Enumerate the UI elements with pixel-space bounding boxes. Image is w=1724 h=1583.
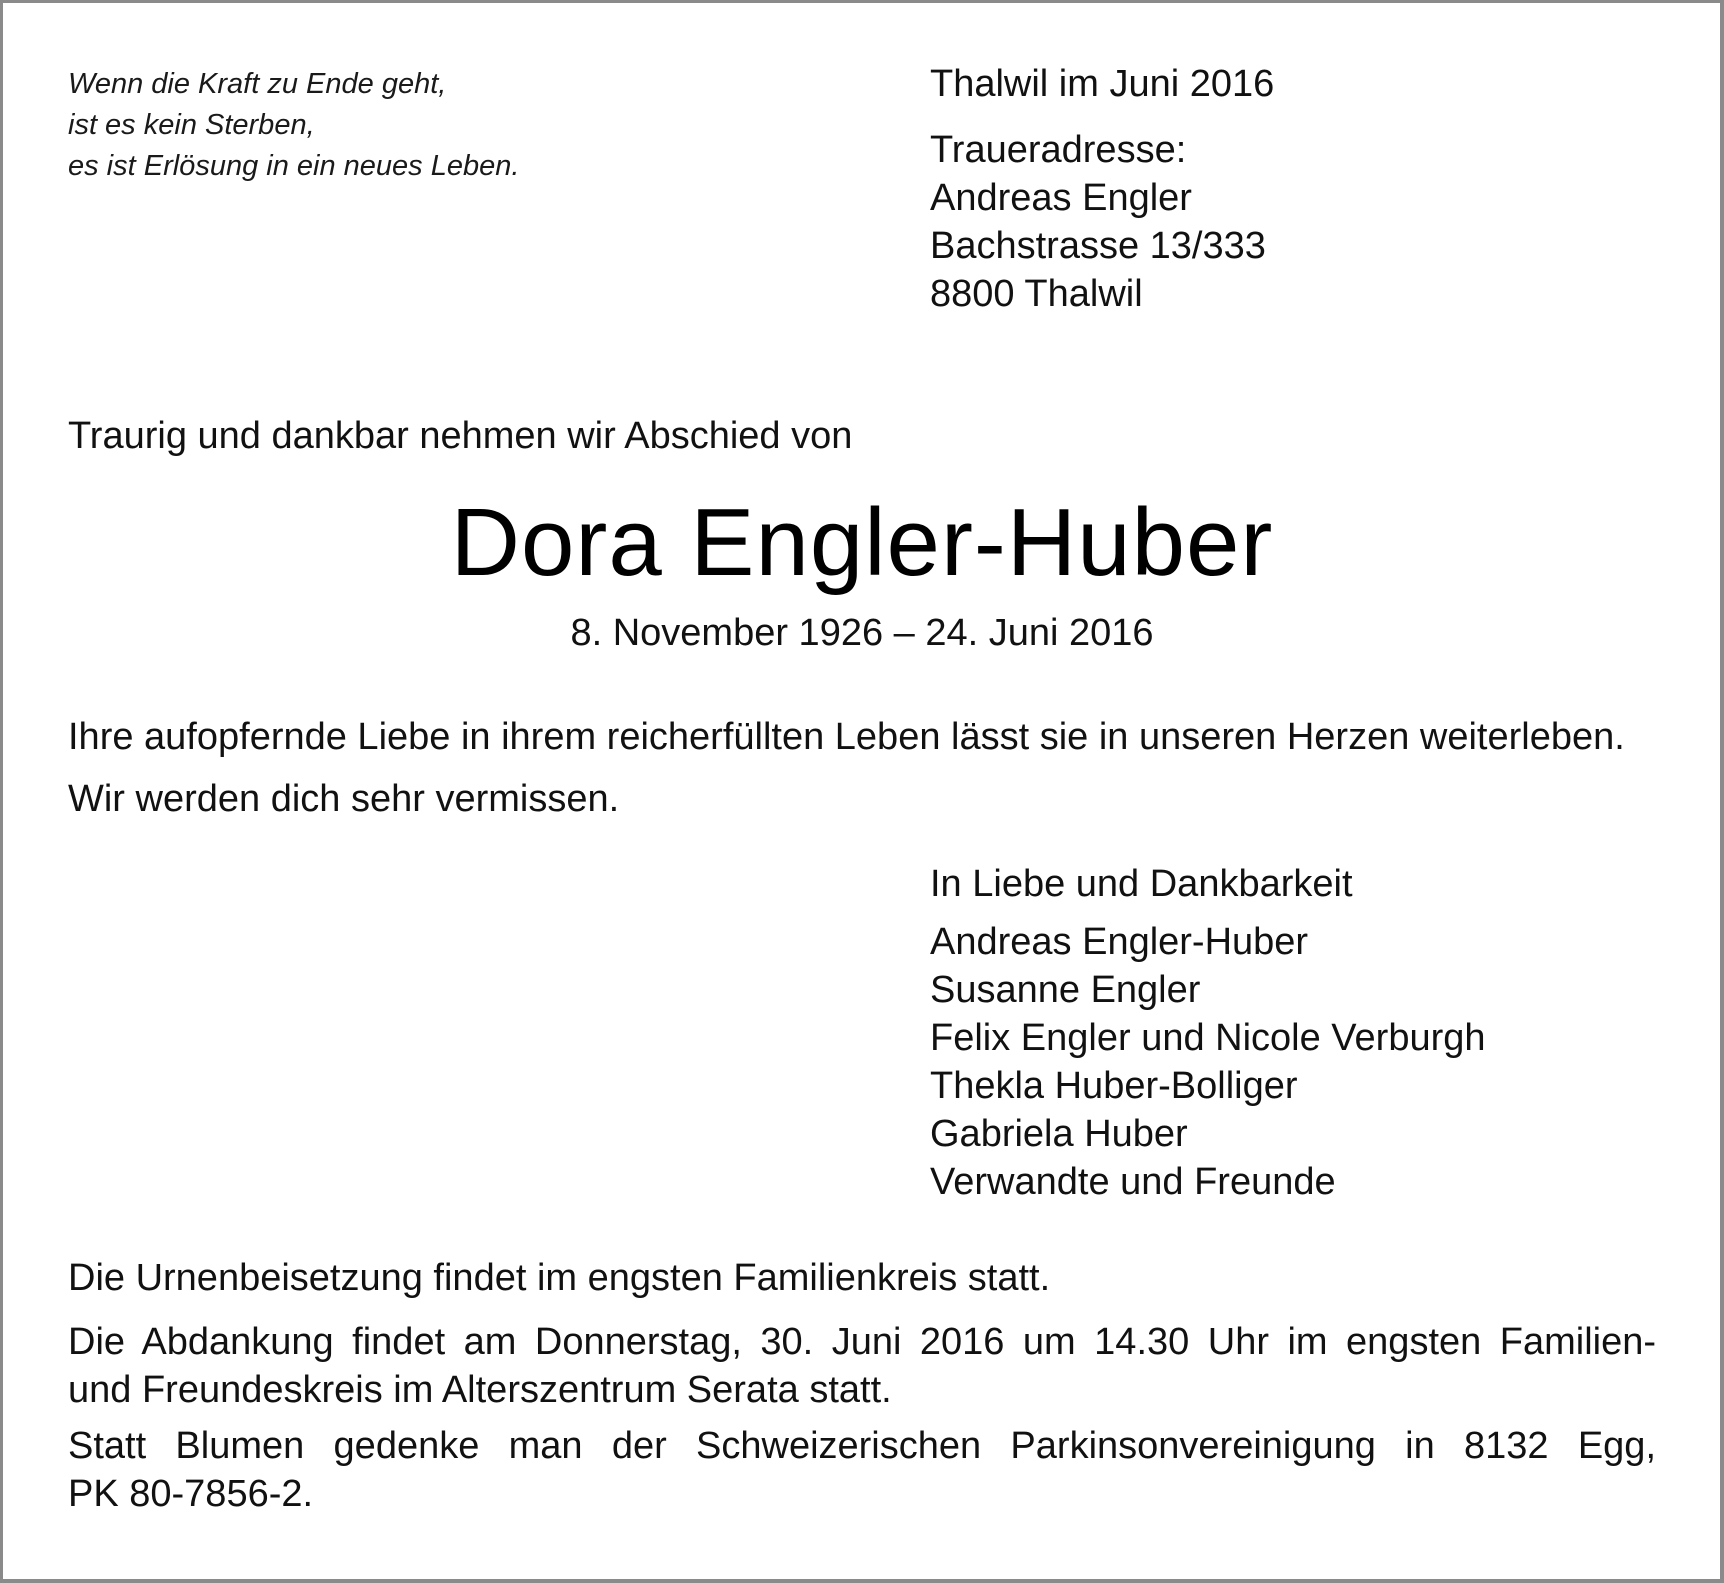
ceremony-line: und Freundeskreis im Alterszentrum Serata statt. [68, 1369, 892, 1411]
quote-line: Wenn die Kraft zu Ende geht, [68, 68, 447, 100]
ceremony-notice [68, 1318, 1656, 1414]
tribute-text [68, 706, 1625, 830]
donation-line: Statt Blumen gedenke man der Schweizerischen Parkinsonvereinigung in 8132 Egg, [68, 1425, 1656, 1467]
signer-name: Andreas Engler-Huber [930, 921, 1309, 963]
mourning-address [930, 126, 1266, 318]
place-date: Thalwil im Juni 2016 [930, 63, 1275, 105]
address-line: 8800 Thalwil [930, 273, 1143, 315]
farewell-intro: Traurig und dankbar nehmen wir Abschied von [68, 415, 853, 457]
signer-name: Susanne Engler [930, 969, 1201, 1011]
address-line: Bachstrasse 13/333 [930, 225, 1266, 267]
signer-name: Verwandte und Freunde [930, 1161, 1336, 1203]
signer-name: Gabriela Huber [930, 1113, 1188, 1155]
quote-line: es ist Erlösung in ein neues Leben. [68, 150, 520, 182]
tribute-line: Wir werden dich sehr vermissen. [68, 778, 620, 820]
deceased-name: Dora Engler-Huber [450, 489, 1274, 596]
ceremony-line: Die Abdankung findet am Donnerstag, 30. Juni 2016 um 14.30 Uhr im engsten Familien- [68, 1321, 1656, 1363]
urn-burial-notice: Die Urnenbeisetzung findet im engsten Familienkreis statt. [68, 1257, 1051, 1299]
life-dates: 8. November 1926 – 24. Juni 2016 [570, 612, 1154, 654]
closing-phrase: In Liebe und Dankbarkeit [930, 863, 1353, 905]
quote-line: ist es kein Sterben, [68, 109, 315, 141]
address-label: Traueradresse: [930, 129, 1187, 171]
signers-list [930, 918, 1486, 1206]
signer-name: Thekla Huber-Bolliger [930, 1065, 1298, 1107]
donation-line: PK 80-7856-2. [68, 1473, 314, 1515]
donation-notice [68, 1422, 1656, 1518]
address-line: Andreas Engler [930, 177, 1192, 219]
signer-name: Felix Engler und Nicole Verburgh [930, 1017, 1486, 1059]
tribute-line: Ihre aufopfernde Liebe in ihrem reicherfüllten Leben lässt sie in unseren Herzen weiterleben. [68, 716, 1625, 758]
epigraph-quote [68, 64, 519, 187]
